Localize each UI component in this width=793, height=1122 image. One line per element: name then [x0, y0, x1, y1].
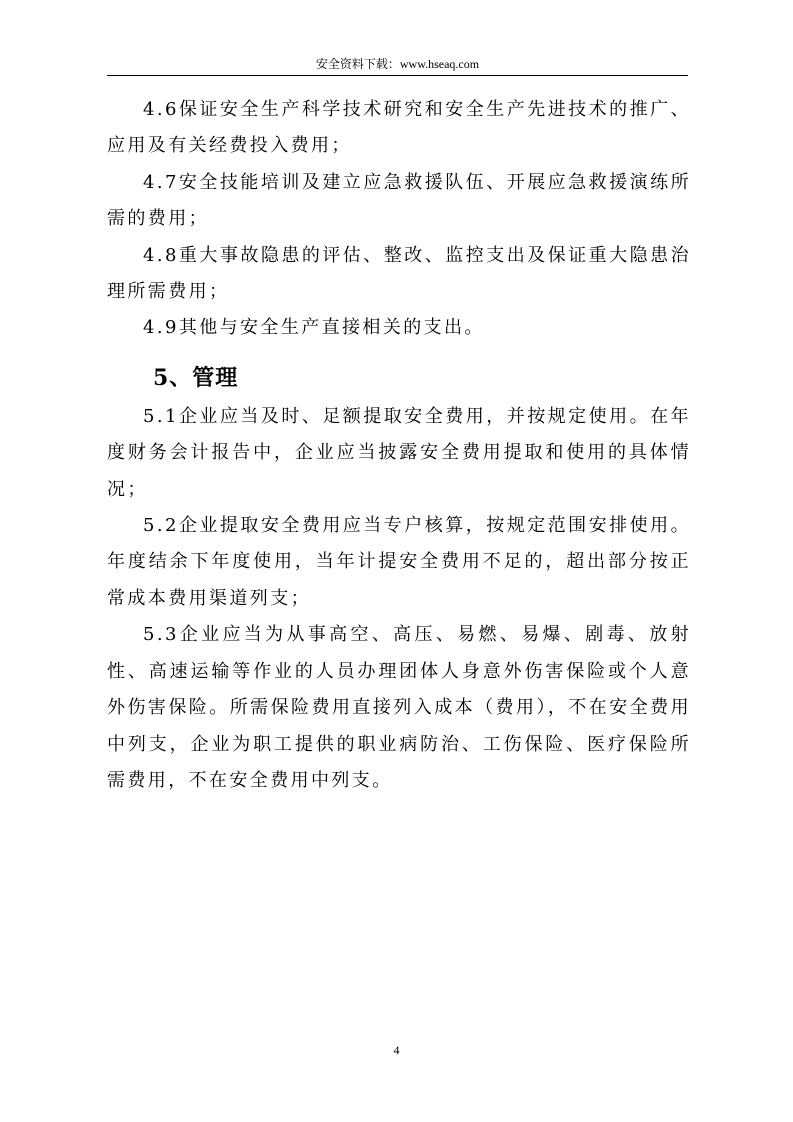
paragraph-4-8: 4.8重大事故隐患的评估、整改、监控支出及保证重大隐患治理所需费用； — [107, 244, 691, 303]
paragraph-4-7: 4.7安全技能培训及建立应急救援队伍、开展应急救援演练所需的费用； — [107, 171, 691, 230]
paragraph-4-6: 4.6保证安全生产科学技术研究和安全生产先进技术的推广、应用及有关经费投入费用； — [107, 99, 691, 157]
section-title-management: 5、管理 — [153, 364, 239, 391]
paragraph-5-3: 5.3企业应当为从事高空、高压、易燃、易爆、剧毒、放射性、高速运输等作业的人员办理团体人身意外伤害保险或个人意外伤害保险。所需保险费用直接列入成本（费用），不在安全费用中列支，企业为职工提供的职业病防治、工伤保险、医疗保险所需费用，不在安全费用中列支。 — [107, 624, 691, 791]
page-header: 安全资料下载：www.hseaq.com — [315, 57, 480, 71]
page-number: 4 — [393, 1043, 400, 1057]
paragraph-4-9: 4.9其他与安全生产直接相关的支出。 — [143, 317, 485, 339]
document-body — [107, 92, 691, 799]
header-divider — [107, 75, 688, 76]
paragraph-5-1: 5.1企业应当及时、足额提取安全费用，并按规定使用。在年度财务会计报告中，企业应当披露安全费用提取和使用的具体情况； — [107, 405, 691, 500]
paragraph-5-2: 5.2企业提取安全费用应当专户核算，按规定范围安排使用。年度结余下年度使用，当年计提安全费用不足的，超出部分按正常成本费用渠道列支； — [107, 515, 691, 609]
